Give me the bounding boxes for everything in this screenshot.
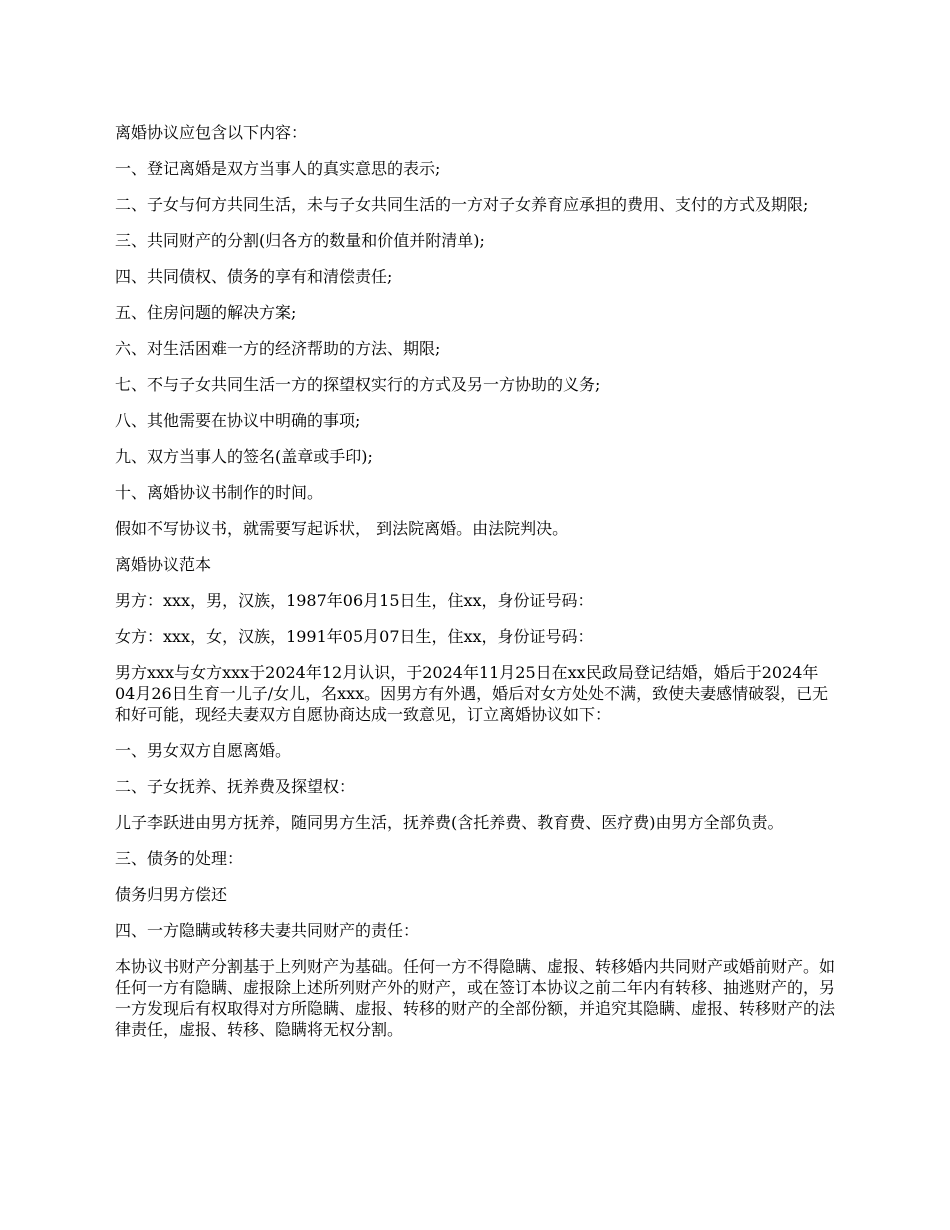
clause-2-heading: 二、子女抚养、抚养费及探望权： [115, 777, 356, 796]
background-paragraph: 男方xxx与女方xxx于2024年12月认识，于2024年11月25日在xx民政局登记结婚，婚后于2024年04月26日生育一儿子/女儿，名xxx。因男方有外遇，婚后对女方处处不满，致使夫妻感情破裂，已无和好可能，现经夫妻双方自愿协商达成一致意见，订立离婚协议如下： [115, 663, 829, 724]
lawsuit-note: 假如不写协议书，就需要写起诉状， 到法院离婚。由法院判决。 [115, 519, 569, 538]
clause-1: 一、男女双方自愿离婚。 [115, 741, 292, 760]
content-item-8: 八、其他需要在协议中明确的事项; [115, 411, 361, 430]
content-item-10: 十、离婚协议书制作的时间。 [115, 483, 324, 502]
content-item-4: 四、共同债权、债务的享有和清偿责任; [115, 267, 393, 286]
template-title: 离婚协议范本 [115, 555, 212, 574]
content-item-3: 三、共同财产的分割(归各方的数量和价值并附清单); [115, 231, 485, 250]
clause-3-body: 债务归男方偿还 [115, 885, 228, 904]
content-item-1: 一、登记离婚是双方当事人的真实意思的表示; [115, 159, 441, 178]
content-item-7: 七、不与子女共同生活一方的探望权实行的方式及另一方协助的义务; [115, 375, 601, 394]
husband-info: 男方：xxx，男，汉族，1987年06月15日生，住xx，身份证号码： [115, 591, 594, 610]
intro-heading: 离婚协议应包含以下内容： [115, 123, 308, 142]
wife-info: 女方：xxx，女，汉族，1991年05月07日生，住xx，身份证号码： [115, 627, 594, 646]
content-item-5: 五、住房问题的解决方案; [115, 303, 297, 322]
clause-4-body: 本协议书财产分割基于上列财产为基础。任何一方不得隐瞒、虚报、转移婚内共同财产或婚前财产。如任何一方有隐瞒、虚报除上述所列财产外的财产，或在签订本协议之前二年内有转移、抽逃财产的，另一方发现后有权取得对方所隐瞒、虚报、转移的财产的全部份额，并追究其隐瞒、虚报、转移财产的法律责任，虚报、转移、隐瞒将无权分割。 [115, 957, 836, 1039]
content-item-6: 六、对生活困难一方的经济帮助的方法、期限; [115, 339, 441, 358]
clause-2-body: 儿子李跃进由男方抚养，随同男方生活，抚养费(含托养费、教育费、医疗费)由男方全部负责。 [115, 813, 784, 832]
clause-3-heading: 三、债务的处理： [115, 849, 244, 868]
document-body [115, 122, 837, 1055]
content-item-9: 九、双方当事人的签名(盖章或手印); [115, 447, 373, 466]
clause-4-heading: 四、一方隐瞒或转移夫妻共同财产的责任： [115, 921, 420, 940]
content-item-2: 二、子女与何方共同生活，未与子女共同生活的一方对子女养育应承担的费用、支付的方式及期限; [115, 195, 809, 214]
